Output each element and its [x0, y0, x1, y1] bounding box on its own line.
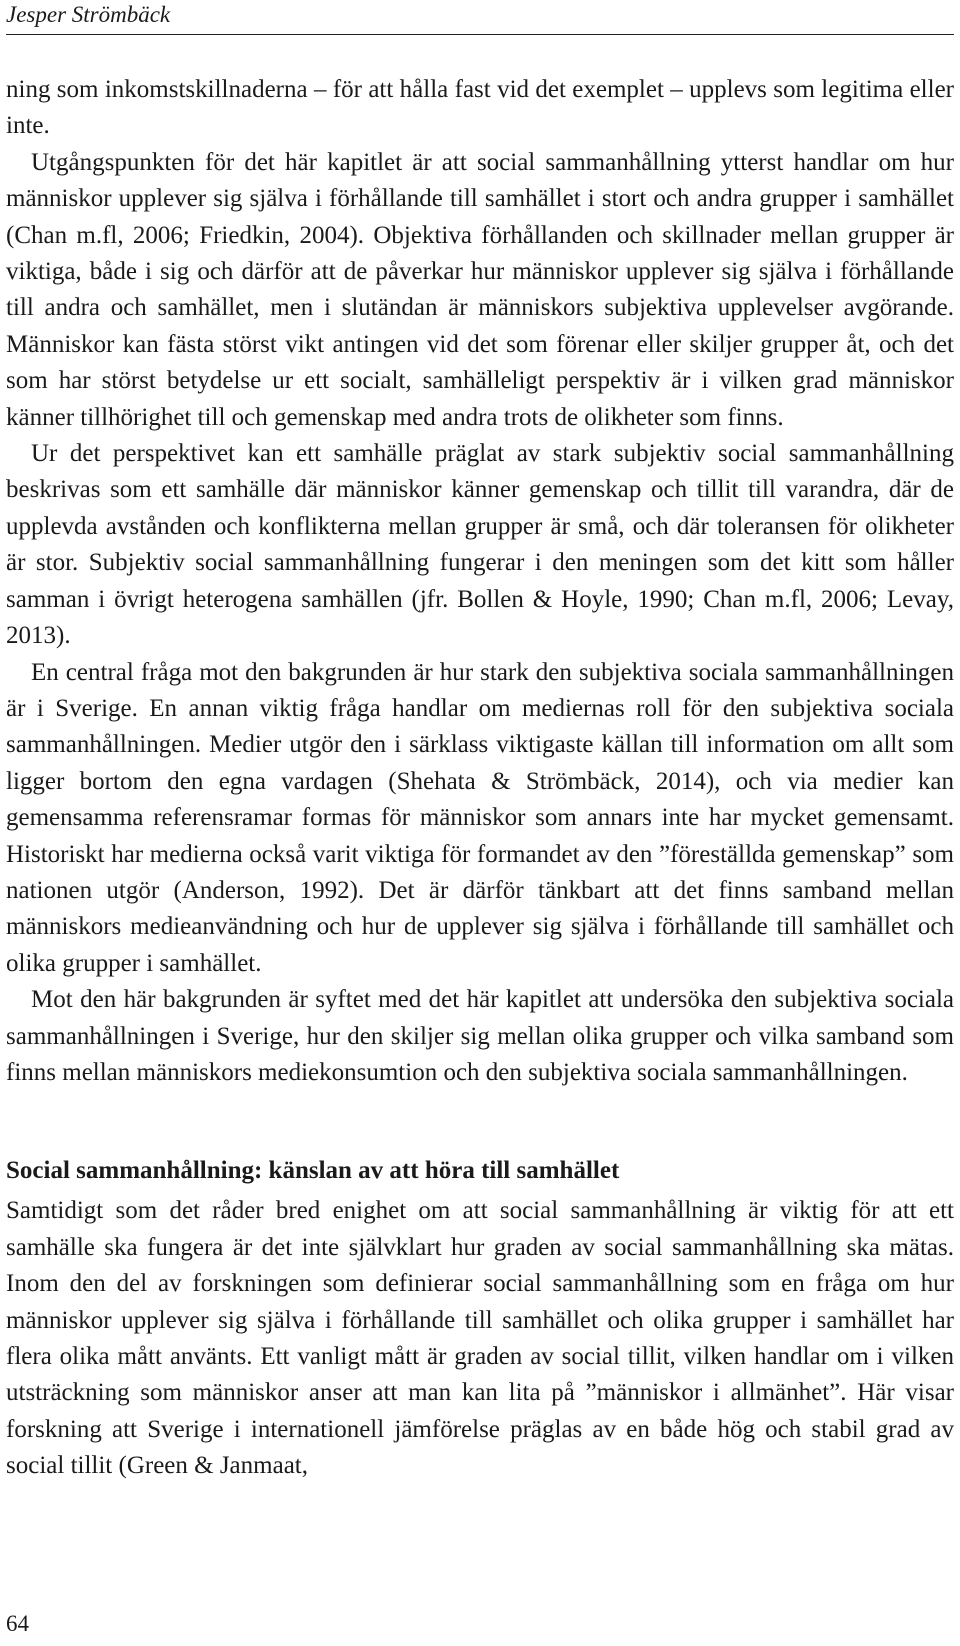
body-paragraph: Mot den här bakgrunden är syftet med det här kapitlet att undersöka den subjektiva sociala sammanhållningen i Sverige, hur den skiljer sig mellan olika grupper och vilka samband som finns mellan människors mediekonsumtion och den subjektiva sociala sammanhållningen. [6, 986, 954, 1086]
section-heading: Social sammanhållning: känslan av att höra till samhället [6, 1157, 620, 1185]
page-body [6, 72, 954, 1485]
body-paragraph: Ur det perspektivet kan ett samhälle präglat av stark subjektiv social sammanhållning beskrivas som ett samhälle där människor känner gemenskap och tillit till varandra, där de upplevda avstånden och konflikterna mellan grupper är små, och där toleransen för olikheter är stor. Subjektiv social sammanhållning fungerar i den meningen som det kitt som håller samman i övrigt heterogena samhällen (jfr. Bollen & Hoyle, 1990; Chan m.fl, 2006; Levay, 2013). [6, 440, 954, 650]
page-number: 64 [6, 1611, 29, 1636]
body-paragraph: ning som inkomstskillnaderna – för att hålla fast vid det exemplet – upplevs som legitima eller inte. [6, 76, 954, 140]
body-paragraph: Utgångspunkten för det här kapitlet är att social sammanhållning ytterst handlar om hur människor upplever sig själva i förhållande till samhället i stort och andra grupper i samhället (Chan m.fl, 2006; Friedkin, 2004). Objektiva förhållanden och skillnader mellan grupper är viktiga, både i sig och därför att de påverkar hur människor upplever sig själva i förhållande till andra och samhället, men i slutändan är människors subjektiva upplevelser avgörande. Människor kan fästa störst vikt antingen vid det som förenar eller skiljer grupper åt, och det som har störst betydelse ur ett socialt, samhälleligt perspektiv är i vilken grad människor känner tillhörighet till och gemenskap med andra trots de olikheter som finns. [6, 148, 954, 431]
section-paragraph: Samtidigt som det råder bred enighet om att social sammanhållning är viktig för att ett samhälle ska fungera är det inte självklart hur graden av social sammanhållning ska mätas. Inom den del av forskningen som definierar social sammanhållning som en fråga om hur människor upplever sig själva i förhållande till samhället och olika grupper i samhället har flera olika mått använts. Ett vanligt mått är graden av social tillit, vilken handlar om i vilken utsträckning som människor anser att man kan lita på ”människor i allmänhet”. Här visar forskning att Sverige i internationell jämförelse präglas av en både hög och stabil grad av social tillit (Green & Janmaat, [6, 1197, 954, 1480]
header-rule [6, 34, 954, 35]
body-paragraph: En central fråga mot den bakgrunden är hur stark den subjektiva sociala sammanhållningen är i Sverige. En annan viktig fråga handlar om mediernas roll för den subjektiva sociala sammanhållningen. Medier utgör den i särklass viktigaste källan till information om allt som ligger bortom den egna vardagen (Shehata & Strömbäck, 2014), och via medier kan gemensamma referensramar formas för människor som annars inte har mycket gemensamt. Historiskt har medierna också varit viktiga för formandet av den ”föreställda gemenskap” som nationen utgör (Anderson, 1992). Det är därför tänkbart att det finns samband mellan människors medieanvändning och hur de upplever sig själva i förhållande till samhället och olika grupper i samhället. [6, 658, 954, 977]
running-header: Jesper Strömbäck [6, 2, 171, 27]
